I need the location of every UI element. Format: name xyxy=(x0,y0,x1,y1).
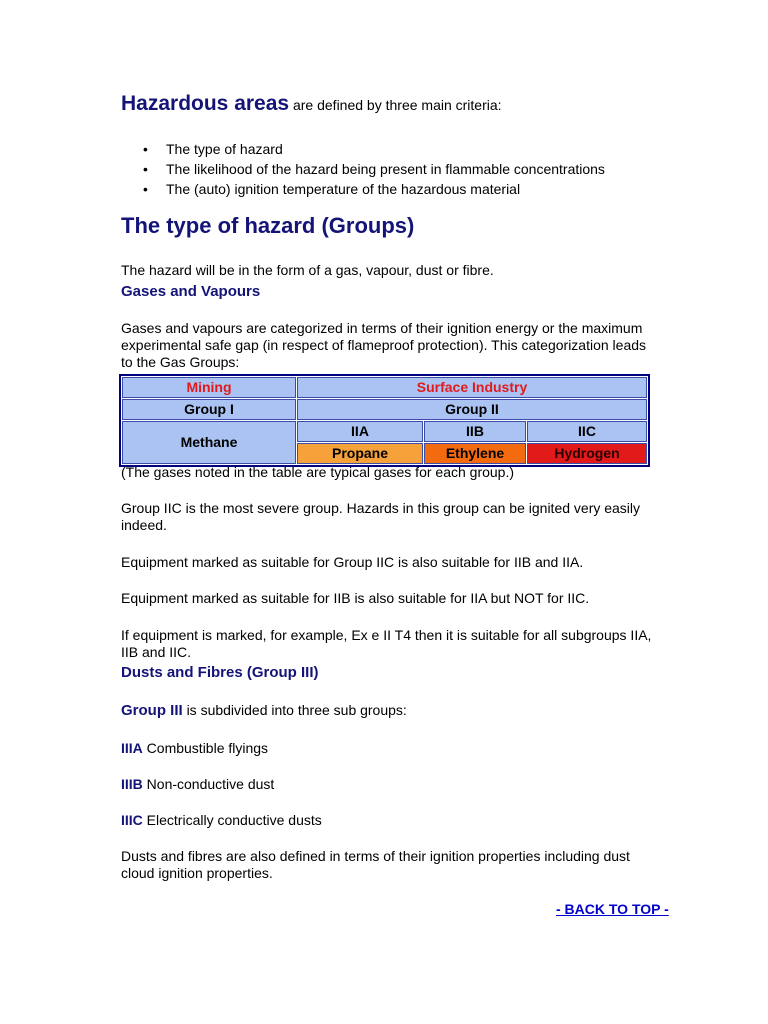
group3-label: Group III xyxy=(121,702,183,719)
subgroup-text: Non-conductive dust xyxy=(146,776,275,792)
subgroup-code: IIIA xyxy=(121,740,143,756)
subgroup-text: Combustible flyings xyxy=(146,740,269,756)
paragraph-iib-suitable: Equipment marked as suitable for IIB is also suitable for IIA but NOT for IIC. xyxy=(121,590,590,606)
criteria-list xyxy=(121,141,605,201)
paragraph-marking-example: If equipment is marked, for example, Ex e II T4 then it is suitable for all subgroups IIA, IIB and IIC. xyxy=(121,627,652,660)
intro-title: Hazardous areas xyxy=(121,92,290,115)
table-cell-mining: Mining xyxy=(122,377,296,398)
paragraph-iic: Group IIC is the most severe group. Hazards in this group can be ignited very easily indeed. xyxy=(121,500,641,533)
subgroup-iiic xyxy=(121,812,661,829)
gases-description: Gases and vapours are categorized in terms of their ignition energy or the maximum experimental safe gap (in respect of flameproof protection). This categorization leads to the Gas Groups: xyxy=(121,320,647,370)
back-to-top-link[interactable]: - BACK TO TOP - xyxy=(556,901,669,917)
gases-title: Gases and Vapours xyxy=(121,283,261,300)
table-cell-iib: IIB xyxy=(424,421,526,442)
subgroup-iiia xyxy=(121,740,661,757)
table-cell-ethylene: Ethylene xyxy=(424,443,526,464)
dusts-closing: Dusts and fibres are also defined in terms of their ignition properties including dust cloud ignition properties. xyxy=(121,848,630,881)
table-cell-methane: Methane xyxy=(122,421,296,464)
subgroup-code: IIIB xyxy=(121,776,143,792)
table-cell-group1: Group I xyxy=(122,399,296,420)
group3-line xyxy=(121,702,661,719)
groups-intro: The hazard will be in the form of a gas, vapour, dust or fibre. xyxy=(121,262,494,278)
table-cell-iic: IIC xyxy=(527,421,647,442)
section-title-groups: The type of hazard (Groups) xyxy=(121,213,415,238)
dusts-title: Dusts and Fibres (Group III) xyxy=(121,664,319,681)
group3-text: is subdivided into three sub groups: xyxy=(186,702,407,718)
list-item: • The (auto) ignition temperature of the hazardous material xyxy=(121,181,605,201)
intro-text: are defined by three main criteria: xyxy=(292,97,502,113)
subgroup-text: Electrically conductive dusts xyxy=(146,812,322,828)
table-cell-iia: IIA xyxy=(297,421,423,442)
table-cell-surface: Surface Industry xyxy=(297,377,647,398)
table-cell-propane: Propane xyxy=(297,443,423,464)
gas-groups-table xyxy=(119,374,650,467)
table-cell-group2: Group II xyxy=(297,399,647,420)
subgroup-code: IIIC xyxy=(121,812,143,828)
list-item: • The type of hazard xyxy=(121,141,605,161)
table-note: (The gases noted in the table are typical gases for each group.) xyxy=(121,464,515,480)
list-item: • The likelihood of the hazard being present in flammable concentrations xyxy=(121,161,605,181)
paragraph-iic-suitable: Equipment marked as suitable for Group IIC is also suitable for IIB and IIA. xyxy=(121,554,584,570)
table-cell-hydrogen: Hydrogen xyxy=(527,443,647,464)
subgroup-iiib xyxy=(121,776,661,793)
intro-heading xyxy=(121,92,502,115)
